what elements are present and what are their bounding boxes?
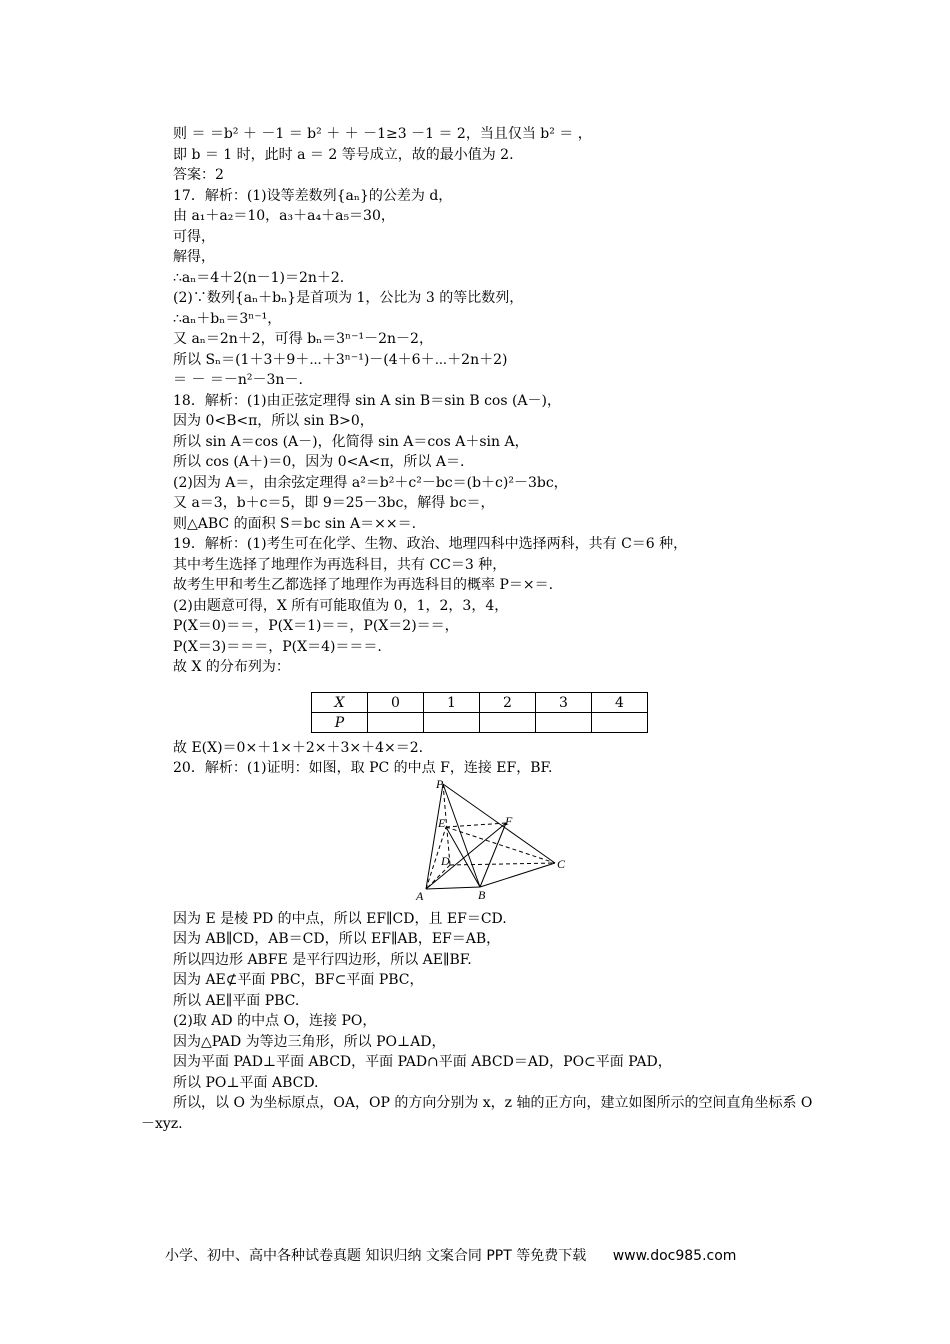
text-line: 因为 E 是棱 PD 的中点，所以 EF∥CD，且 EF＝CD. [173,910,507,927]
table-cell: 0 [368,693,424,713]
text-line: 19．解析：(1)考生可在化学、生物、政治、地理四科中选择两科，共有 C＝6 种， [173,536,688,552]
label-c: C [557,857,566,871]
text-line: 所以 sin A＝cos (A－)，化简得 sin A＝cos A＋sin A， [173,433,529,450]
last-paragraph: 所以，以 O 为坐标原点，OA，OP 的方向分别为 x，z 轴的正方向，建立如图所示的空间直角坐标系 O－xyz. [141,1095,813,1132]
text-line: 答案：2 [173,167,224,183]
solution-text-part2 [173,738,823,779]
text-line: 所以四边形 ABFE 是平行四边形，所以 AE∥BF. [173,951,472,968]
label-a: A [416,889,424,903]
table-cell [368,713,424,733]
text-line: P(X＝0)＝＝，P(X＝1)＝＝，P(X＝2)＝＝， [173,618,459,634]
solution-text-part1 [173,124,823,678]
label-b: B [478,888,486,902]
text-line: 因为△PAD 为等边三角形，所以 PO⊥AD， [173,1033,446,1050]
text-line: 故 E(X)＝0×＋1×＋2×＋3×＋4×＝2. [173,739,424,756]
table-cell: 1 [424,693,480,713]
pyramid-figure [410,777,575,905]
table-cell: 3 [536,693,592,713]
label-f: F [505,814,513,828]
text-line: 所以 Sₙ＝(1＋3＋9＋⋯＋3ⁿ⁻¹)－(4＋6＋⋯＋2n＋2) [173,351,508,368]
table-cell: 2 [480,693,536,713]
text-line: 因为 0<B<π，所以 sin B>0， [173,413,374,429]
table-cell [424,713,480,733]
text-line: 因为平面 PAD⊥平面 ABCD，平面 PAD∩平面 ABCD＝AD，PO⊂平面 PAD， [173,1054,672,1070]
text-line: 所以 cos (A＋)＝0，因为 0<A<π，所以 A＝. [173,454,465,470]
label-e: E [438,816,446,830]
text-line: 即 b ＝ 1 时，此时 a ＝ 2 等号成立，故的最小值为 2. [173,146,514,163]
table-cell [480,713,536,733]
table-row [312,693,648,713]
text-line: (2)因为 A＝，由余弦定理得 a²＝b²＋c²－bc＝(b＋c)²－3bc， [173,474,568,491]
text-line: 又 a＝3，b＋c＝5，即 9＝25－3bc，解得 bc＝， [173,495,495,511]
table-cell [592,713,648,733]
label-p: P [436,777,444,791]
text-line: 则 ＝ ＝b² ＋ －1 ＝ b² ＋ ＋ －1≥3 －1 ＝ 2，当且仅当 b² ＝ ， [173,126,592,142]
text-line: ＝ － ＝－n²－3n－. [173,372,303,388]
text-line: 所以 PO⊥平面 ABCD. [173,1074,319,1091]
table-cell [536,713,592,733]
text-line: 因为 AB∥CD，AB＝CD，所以 EF∥AB，EF＝AB， [173,931,501,947]
text-line: P(X＝3)＝＝＝，P(X＝4)＝＝＝. [173,638,382,655]
text-line: (2)由题意可得，X 所有可能取值为 0，1，2，3，4， [173,597,509,614]
text-line: ∴aₙ＝4＋2(n－1)＝2n＋2. [173,269,345,286]
text-line: 又 aₙ＝2n＋2，可得 bₙ＝3ⁿ⁻¹－2n－2， [173,331,433,347]
table-cell: 4 [592,693,648,713]
table-row [312,713,648,733]
text-line: 17．解析：(1)设等差数列{aₙ}的公差为 d， [173,187,453,204]
solution-text-part3 [173,909,823,1094]
text-line: 因为 AE⊄平面 PBC，BF⊂平面 PBC， [173,972,424,988]
text-line: 故 X 的分布列为： [173,659,290,675]
table-cell: X [312,693,368,713]
label-d: D [441,854,450,868]
page-footer [165,1245,805,1265]
text-line: (2)取 AD 的中点 O，连接 PO， [173,1013,377,1029]
distribution-table [311,692,648,733]
text-line: 18．解析：(1)由正弦定理得 sin A sin B＝sin B cos (A－)， [173,392,562,409]
table-cell: P [312,713,368,733]
text-line: 其中考生选择了地理作为再选科目，共有 CC＝3 种， [173,556,507,573]
text-line: 20．解析：(1)证明：如图，取 PC 的中点 F，连接 EF，BF. [173,760,553,776]
text-line: 故考生甲和考生乙都选择了地理作为再选科目的概率 P＝×＝. [173,577,554,593]
footer-text: 小学、初中、高中各种试卷真题 知识归纳 文案合同 PPT 等免费下载 [165,1248,587,1264]
text-line: 可得， [173,228,215,245]
text-line: ∴aₙ＋bₙ＝3ⁿ⁻¹， [173,310,282,327]
text-line: 由 a₁＋a₂＝10，a₃＋a₄＋a₅＝30， [173,208,395,224]
text-line: 则△ABC 的面积 S＝bc sin A＝××＝. [173,515,417,532]
footer-site-link[interactable]: www.doc985.com [612,1248,737,1264]
text-line: (2)∵数列{aₙ＋bₙ}是首项为 1，公比为 3 的等比数列， [173,290,524,306]
document-body [141,124,823,1134]
text-line: 所以 AE∥平面 PBC. [173,992,300,1009]
text-line: 解得， [173,249,215,265]
